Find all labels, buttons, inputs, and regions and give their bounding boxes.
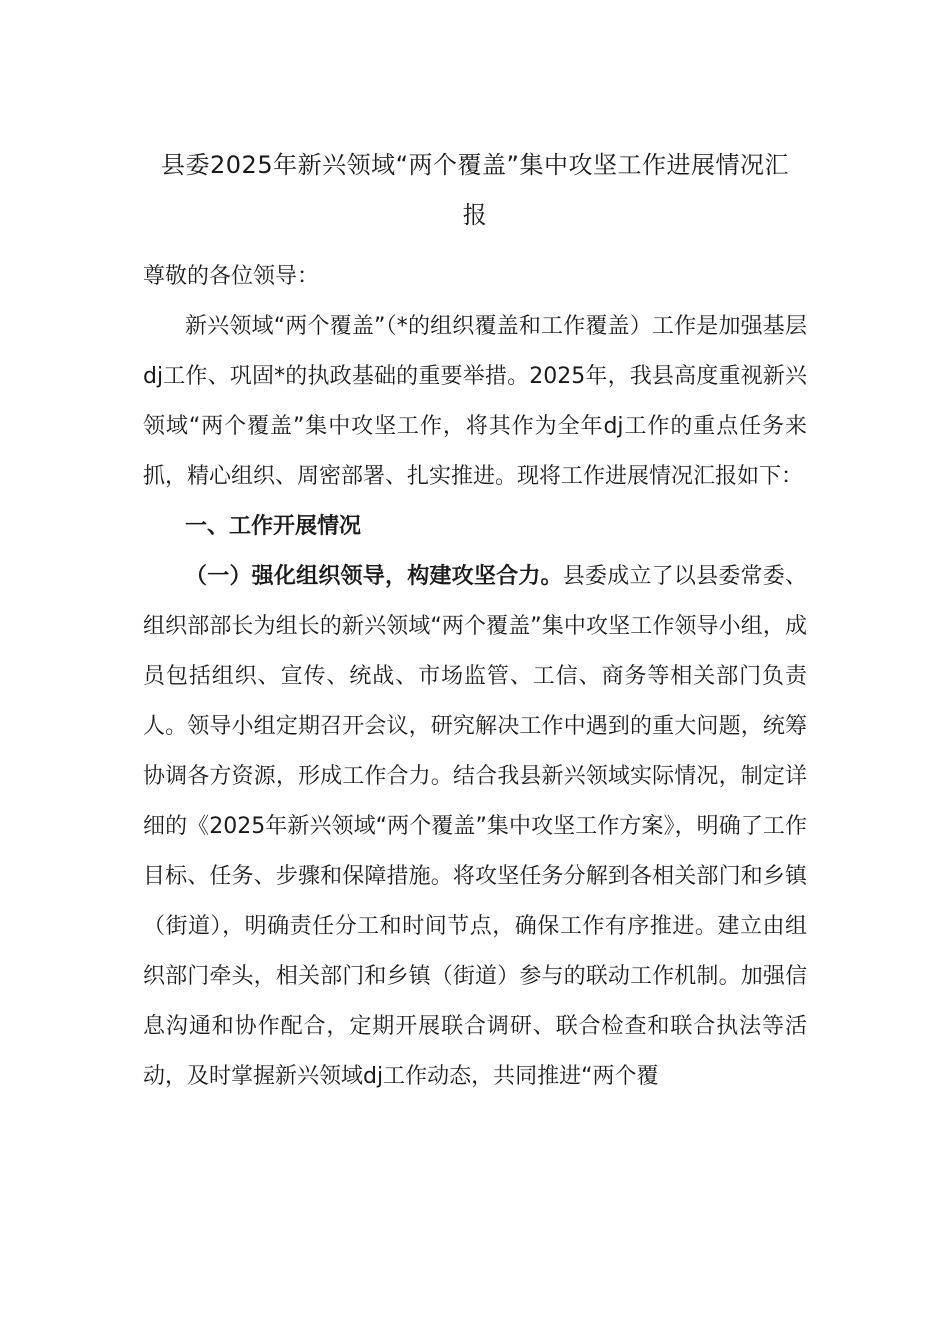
subsection-paragraph-1 — [143, 552, 807, 1102]
title-line-1: 县委2025年新兴领域“两个覆盖”集中攻坚工作进展情况汇 — [161, 151, 789, 179]
document-title — [140, 140, 810, 240]
salutation: 尊敬的各位领导： — [143, 264, 320, 289]
title-line-2: 报 — [462, 201, 488, 229]
subsection-body-1: 县委成立了以县委常委、组织部部长为组长的新兴领域“两个覆盖”集中攻坚工作领导小组，成员包括组织、宣传、统战、市场监管、工信、商务等相关部门负责人。领导小组定期召开会议，研究解决工作中遇到的重大问题，统筹协调各方资源，形成工作合力。结合我县新兴领域实际情况，制定详细的《2025年新兴领域“两个覆盖”集中攻坚工作方案》，明确了工作目标、任务、步骤和保障措施。将攻坚任务分解到各相关部门和乡镇（街道），明确责任分工和时间节点，确保工作有序推进。建立由组织部门牵头，相关部门和乡镇（街道）参与的联动工作机制。加强信息沟通和协作配合，定期开展联合调研、联合检查和联合执法等活动，及时掌握新兴领域dj工作动态，共同推进“两个覆 — [143, 564, 807, 1089]
subsection-heading-1: （一）强化组织领导，构建攻坚合力。 — [185, 564, 563, 589]
intro-paragraph: 新兴领域“两个覆盖”（*的组织覆盖和工作覆盖）工作是加强基层dj工作、巩固*的执政基础的重要举措。2025年，我县高度重视新兴领域“两个覆盖”集中攻坚工作，将其作为全年dj工作的重点任务来抓，精心组织、周密部署、扎实推进。现将工作进展情况汇报如下： — [143, 314, 807, 489]
section-heading-1: 一、工作开展情况 — [185, 514, 362, 539]
document-body — [143, 252, 807, 1102]
